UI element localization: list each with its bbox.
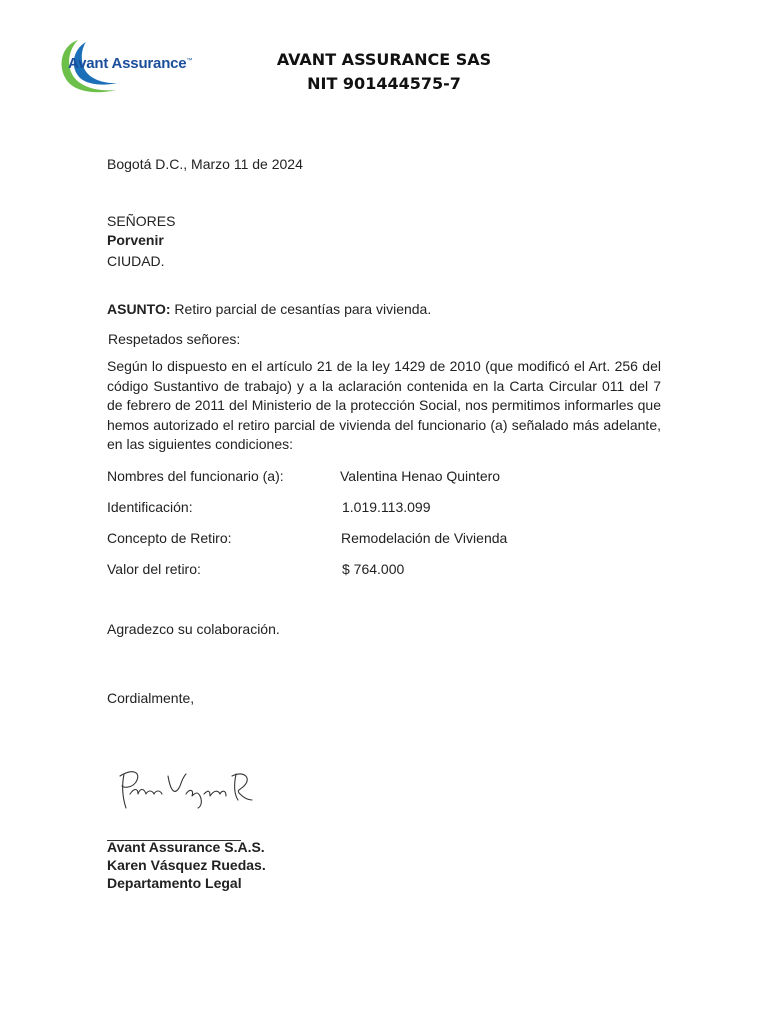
detail-value: 1.019.113.099: [342, 499, 431, 515]
signer-name: Karen Vásquez Ruedas.: [107, 857, 266, 873]
recipient: Porvenir: [107, 232, 164, 248]
handwritten-signature: [110, 760, 255, 820]
thanks: Agradezco su colaboración.: [107, 621, 280, 637]
subject-text: Retiro parcial de cesantías para vivienda.: [174, 301, 432, 317]
detail-label: Identificación:: [107, 499, 193, 515]
signer-department: Departamento Legal: [107, 875, 242, 891]
signer-company: Avant Assurance S.A.S.: [107, 839, 265, 855]
detail-value: Valentina Henao Quintero: [340, 468, 501, 484]
logo-wordmark: Avant Assurance™: [68, 55, 193, 72]
subject-line: [107, 301, 431, 317]
company-nit: NIT 901444575-7: [307, 74, 461, 93]
place-date: Bogotá D.C., Marzo 11 de 2024: [107, 156, 303, 172]
subject-label: ASUNTO:: [107, 301, 171, 317]
detail-label: Nombres del funcionario (a):: [107, 468, 284, 484]
detail-label: Valor del retiro:: [107, 561, 201, 577]
body-paragraph: Según lo dispuesto en el artículo 21 de la ley 1429 de 2010 (que modificó el Art. 256 del código Sustantivo de trabajo) y a la aclaración contenida en la Carta Circular 011 del 7 de febrero de 2011 del Ministerio de la protección Social, nos permitimos informarles que hemos autorizado el retiro parcial de vivienda del funcionario (a) señalado más adelante, en las siguientes condiciones:: [107, 358, 661, 453]
greeting: Respetados señores:: [108, 331, 241, 347]
detail-value: $ 764.000: [342, 561, 405, 577]
detail-value: Remodelación de Vivienda: [341, 530, 508, 546]
detail-label: Concepto de Retiro:: [107, 530, 232, 546]
salutation-to: SEÑORES: [107, 213, 176, 229]
company-name: AVANT ASSURANCE SAS: [276, 50, 492, 69]
city: CIUDAD.: [107, 253, 165, 269]
closing: Cordialmente,: [107, 690, 195, 706]
